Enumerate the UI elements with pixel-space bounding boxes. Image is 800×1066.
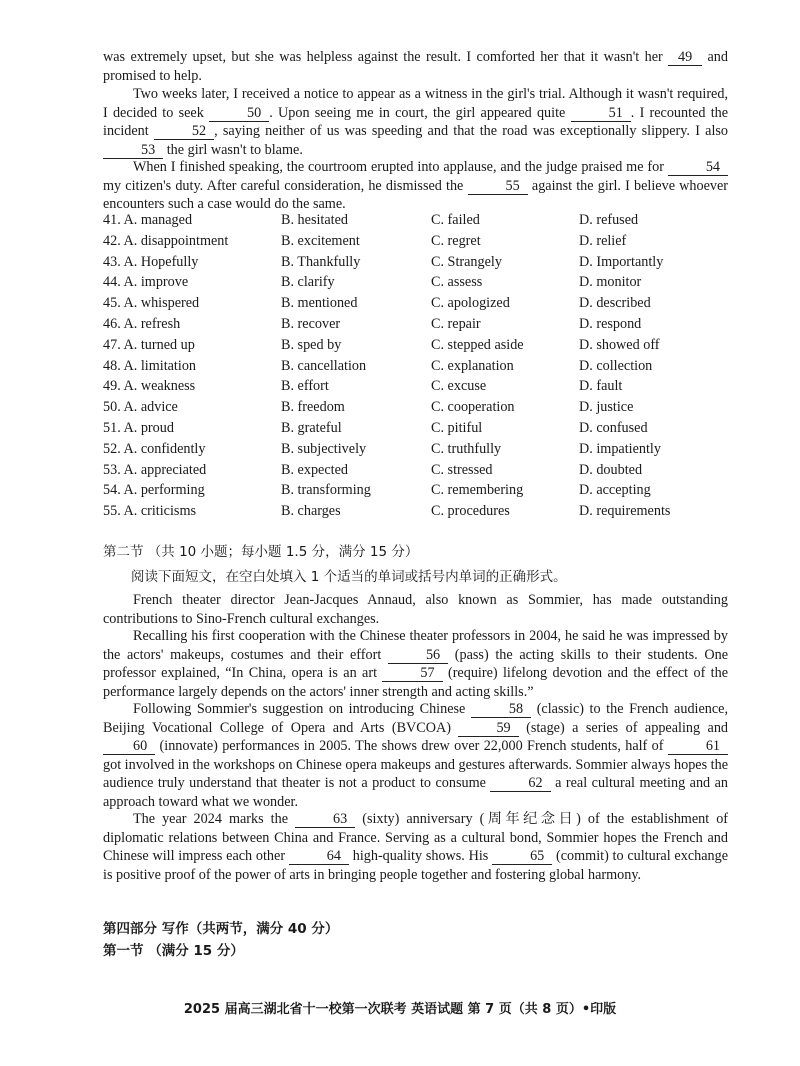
option-c: C. remembering	[431, 482, 524, 499]
option-row	[103, 356, 733, 377]
option-c: C. failed	[431, 212, 480, 228]
page-footer: 2025 届高三湖北省十一校第一次联考 英语试题 第 7 页（共 8 页）•印版	[183, 1002, 617, 1017]
option-c: C. Strangely	[431, 253, 502, 270]
option-row	[103, 293, 733, 314]
blank-60: 60	[103, 739, 155, 755]
option-a: 44. A. improve	[103, 274, 189, 291]
passage2-paragraph-2: Recalling his first cooperation with the Chinese theater professors in 2004, he said he was impressed by the actors' makeups, costumes and their effort 56 (pass) the acting skills to their students. One professor explained, “In China, opera is an art 57 (require) lifelong devotion and the effect of the performance largely depends on the actors' inner strength and acting skills.”	[103, 628, 729, 700]
option-row	[103, 418, 733, 439]
blank-59: 59	[458, 721, 518, 737]
option-row	[103, 252, 733, 273]
option-b: B. Thankfully	[281, 253, 361, 270]
option-a: 48. A. limitation	[103, 357, 197, 374]
option-row	[103, 210, 733, 231]
option-d: D. accepting	[579, 482, 651, 499]
option-d: D. relief	[579, 232, 627, 249]
option-b: B. transforming	[281, 482, 371, 499]
option-b: B. subjectively	[281, 440, 367, 457]
option-a: 51. A. proud	[103, 419, 174, 436]
part-4-heading: 第四部分 写作（共两节，满分 40 分）	[103, 921, 339, 937]
blank-61: 61	[668, 739, 728, 755]
option-b: B. recover	[281, 315, 341, 332]
option-a: 46. A. refresh	[103, 315, 181, 332]
option-d: D. Importantly	[579, 253, 664, 270]
option-d: D. refused	[579, 212, 639, 228]
option-c: C. pitiful	[431, 419, 483, 436]
option-b: B. clarify	[281, 274, 335, 291]
blank-52: 52	[154, 124, 214, 140]
option-b: B. freedom	[281, 399, 345, 416]
blank-53: 53	[103, 143, 163, 159]
option-row	[103, 376, 733, 397]
part-4-section-1: 第一节 （满分 15 分）	[103, 943, 244, 959]
blank-55: 55	[468, 179, 528, 195]
option-a: 53. A. appreciated	[103, 461, 207, 478]
blank-49: 49	[668, 50, 702, 66]
blank-64: 64	[289, 849, 349, 865]
passage2-paragraph-4: The year 2024 marks the 63 (sixty) anniversary (周年纪念日) of the establishment of diplomatic relations between China and France. Serving as a cultural bond, Sommier hopes the French and Chinese will impress each other 64 high-quality shows. His 65 (commit) to cultural exchange is positive proof of the power of arts in bringing people together and fostering global harmony.	[103, 811, 729, 883]
option-row	[103, 480, 733, 501]
blank-65: 65	[492, 849, 552, 865]
passage2-paragraph-3: Following Sommier's suggestion on introducing Chinese 58 (classic) to the French audience, Beijing Vocational College of Opera and Arts (BVCOA) 59 (stage) a series of appealing and 60 (innovate) performances in 2005. The shows drew over 22,000 French students, half of 61 got involved in the workshops on Chinese opera makeups and gestures afterwards. Sommier always hopes the audience truly understand that theater is not a product to consume 62 a real cultural meeting and an approach toward what we wonder.	[103, 701, 729, 810]
option-c: C. repair	[431, 315, 481, 332]
blank-63: 63	[295, 812, 355, 828]
option-a: 55. A. criticisms	[103, 503, 197, 520]
option-b: B. grateful	[281, 419, 342, 436]
option-a: 41. A. managed	[103, 212, 193, 228]
passage2-paragraph-1: French theater director Jean-Jacques Annaud, also known as Sommier, has made outstanding contributions to Sino-French cultural exchanges.	[103, 592, 728, 627]
option-c: C. regret	[431, 232, 481, 249]
option-d: D. justice	[579, 399, 634, 416]
option-d: D. showed off	[579, 336, 660, 353]
option-c: C. apologized	[431, 295, 510, 312]
option-a: 42. A. disappointment	[103, 232, 229, 249]
paragraph-2: Two weeks later, I received a notice to appear as a witness in the girl's trial. Although it wasn't required, I decided to seek 50 . Upon seeing me in court, the girl appeared quite 51 . I recounted the incident 52 , saying neither of us was speeding and that the road was exceptionally slippery. I also 53 the girl wasn't to blame.	[103, 86, 729, 158]
option-d: D. collection	[579, 357, 653, 374]
option-d: D. confused	[579, 419, 648, 436]
option-a: 43. A. Hopefully	[103, 253, 199, 270]
option-d: D. monitor	[579, 274, 642, 291]
option-b: B. charges	[281, 503, 341, 520]
option-b: B. expected	[281, 461, 348, 478]
option-c: C. explanation	[431, 357, 514, 374]
option-b: B. effort	[281, 378, 329, 395]
option-row	[103, 314, 733, 335]
option-b: B. cancellation	[281, 357, 367, 374]
option-c: C. excuse	[431, 378, 487, 395]
option-d: D. respond	[579, 315, 642, 332]
paragraph-1: was extremely upset, but she was helpless against the result. I comforted her that it wasn't her 49 and promised to help.	[103, 49, 728, 84]
option-row	[103, 272, 733, 293]
option-row	[103, 397, 733, 418]
paragraph-3: When I finished speaking, the courtroom erupted into applause, and the judge praised me for 54 my citizen's duty. After careful consideration, he dismissed the 55 against the girl. I believe whoever encounters such a case would do the same.	[103, 159, 729, 212]
blank-62: 62	[490, 776, 550, 792]
option-d: D. described	[579, 295, 651, 312]
option-c: C. stepped aside	[431, 336, 524, 353]
option-c: C. assess	[431, 274, 483, 291]
option-row	[103, 335, 733, 356]
option-c: C. procedures	[431, 503, 510, 520]
option-d: D. impatiently	[579, 440, 661, 457]
option-a: 45. A. whispered	[103, 295, 200, 312]
option-b: B. excitement	[281, 232, 360, 249]
options-table	[103, 210, 733, 522]
option-c: C. truthfully	[431, 440, 502, 457]
option-a: 50. A. advice	[103, 399, 178, 416]
option-a: 49. A. weakness	[103, 378, 196, 395]
option-b: B. hesitated	[281, 212, 348, 228]
option-row	[103, 501, 733, 522]
section-2-instruction: 阅读下面短文，在空白处填入 1 个适当的单词或括号内单词的正确形式。	[131, 569, 567, 585]
option-row	[103, 460, 733, 481]
blank-58: 58	[471, 702, 531, 718]
option-b: B. mentioned	[281, 295, 358, 312]
blank-50: 50	[209, 106, 269, 122]
option-row	[103, 231, 733, 252]
blank-56: 56	[388, 648, 448, 664]
section-2-heading: 第二节 （共 10 小题；每小题 1.5 分，满分 15 分）	[103, 544, 419, 560]
option-row	[103, 439, 733, 460]
option-a: 47. A. turned up	[103, 336, 195, 353]
option-c: C. cooperation	[431, 399, 515, 416]
option-d: D. requirements	[579, 503, 671, 520]
blank-54: 54	[668, 160, 728, 176]
option-a: 52. A. confidently	[103, 440, 206, 457]
option-c: C. stressed	[431, 461, 493, 478]
blank-51: 51	[571, 106, 631, 122]
option-d: D. doubted	[579, 461, 643, 478]
option-a: 54. A. performing	[103, 482, 205, 499]
option-d: D. fault	[579, 378, 623, 395]
option-b: B. sped by	[281, 336, 342, 353]
blank-57: 57	[382, 666, 442, 682]
